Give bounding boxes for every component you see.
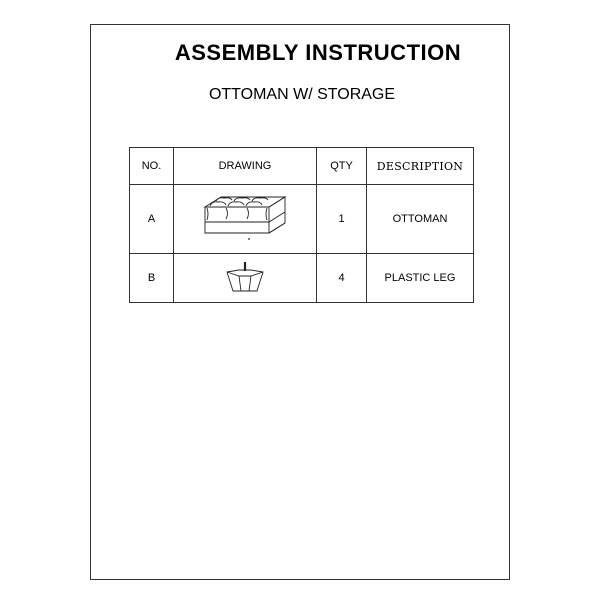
page-title: ASSEMBLY INSTRUCTION: [174, 40, 462, 65]
plastic-leg-icon: [223, 258, 267, 298]
table-row: [130, 254, 474, 303]
row-qty: 4: [317, 254, 367, 303]
row-description: PLASTIC LEG: [367, 254, 474, 303]
parts-table: [129, 147, 474, 303]
header-no: NO.: [130, 148, 174, 185]
header-qty: QTY: [317, 148, 367, 185]
ottoman-icon: [199, 193, 291, 245]
header-drawing: DRAWING: [174, 148, 317, 185]
table-row: [130, 185, 474, 254]
row-qty: 1: [317, 185, 367, 254]
row-no: A: [130, 185, 174, 254]
table-header-row: [130, 148, 474, 185]
header-description: DESCRIPTION: [367, 148, 474, 185]
row-no: B: [130, 254, 174, 303]
row-drawing: [174, 185, 317, 254]
row-description: OTTOMAN: [367, 185, 474, 254]
row-drawing: [174, 254, 317, 303]
page-subtitle: OTTOMAN W/ STORAGE: [208, 86, 396, 103]
